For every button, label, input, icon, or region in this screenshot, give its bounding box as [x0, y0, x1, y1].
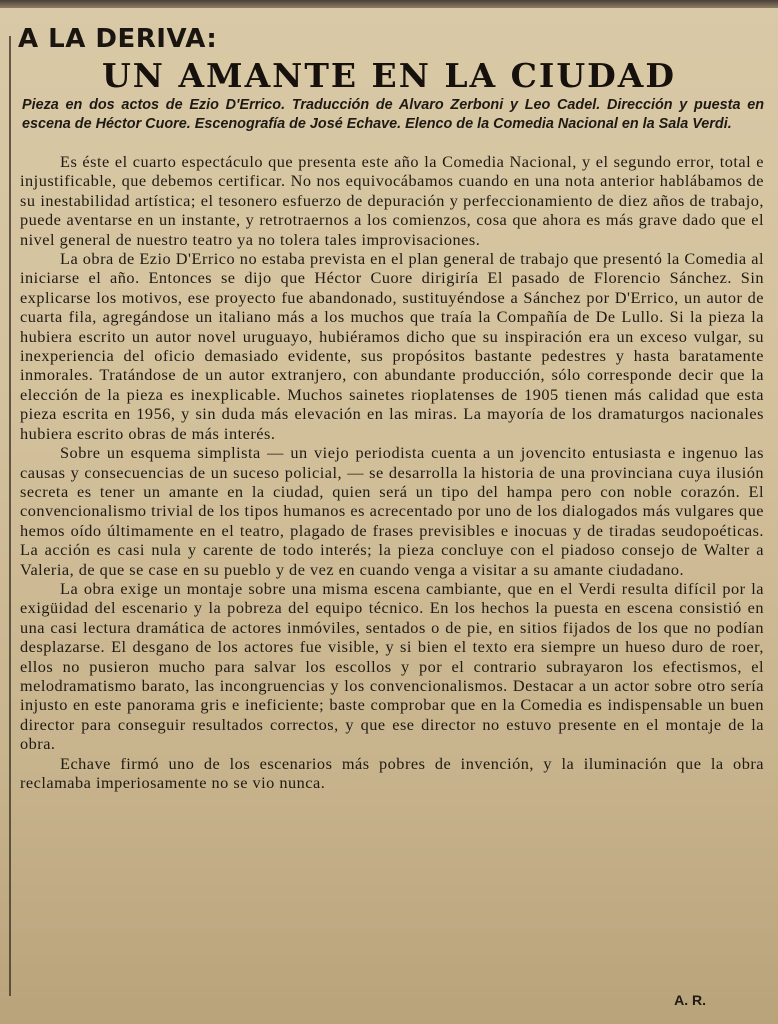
paragraph: Sobre un esquema simplista — un viejo periodista cuenta a un jovencito entusiasta e ingenuo las causas y consecuencias de un suceso policial, — se desarrolla la historia de una provinciana cuya ilusión secreta es tener un amante en la ciudad, quien será un tipo del hampa pero con noble corazón. El convencionalismo trivial de los tipos humanos es acrecentado por uno de los dialogados más vulgares que hemos oído últimamente en el teatro, plagado de frases previsibles e inocuas y de tiradas seudopoéticas. La acción es casi nula y carente de todo interés; la pieza concluye con el piadoso consejo de Walter a Valeria, de que se case en su pueblo y de vez en cuando venga a visitar a su amante ciudadano. — [20, 443, 764, 579]
paragraph: Es éste el cuarto espectáculo que presenta este año la Comedia Nacional, y el segundo error, total e injustificable, que debemos certificar. No nos equivocábamos cuando en una nota anterior hablábamos de su inestabilidad artística; el tesonero esfuerzo de depuración y perfeccionamiento de diez años de trabajo, puede aventarse en un instante, y retrotraernos a los comienzos, cosa que ahora es más grave dado que el nivel general de nuestro teatro ya no tolera tales improvisaciones. — [20, 152, 764, 249]
production-credits: Pieza en dos actos de Ezio D'Errico. Traducción de Alvaro Zerboni y Leo Cadel. Dirección y puesta en escena de Héctor Cuore. Escenografía de José Echave. Elenco de la Comedia Nacional en la Sala Verdi. — [22, 97, 764, 132]
paragraph: Echave firmó uno de los escenarios más pobres de invención, y la iluminación que la obra reclamaba imperiosamente no se vio nunca. — [20, 753, 764, 792]
section-kicker: A LA DERIVA: — [18, 24, 218, 54]
article-body — [20, 152, 764, 792]
paragraph: La obra de Ezio D'Errico no estaba prevista en el plan general de trabajo que presentó la Comedia al iniciarse el año. Entonces se dijo que Héctor Cuore dirigiría El pasado de Florencio Sánchez. Sin explicarse los motivos, ese proyecto fue abandonado, sustituyéndose a Sánchez por D'Errico, un autor de cuarta fila, agregándose un italiano más a los muchos que traía la Compañía de De Lullo. Si la pieza la hubiera escrito un autor novel uruguayo, hubiéramos dicho que su inspiración era un exceso vulgar, su inexperiencia del oficio demasiado evidente, sus propósitos bastante pedestres y hasta baratamente inmorales. Tratándose de un autor extranjero, con abundante producción, sólo corresponde decir que la elección de la pieza es inexplicable. Muchos sainetes rioplatenses de 1905 tienen más calidad que esta pieza escrita en 1956, y sin duda más elevación en las miras. La mayoría de los dramaturgos nacionales hubiera escrito obras de más interés. — [20, 249, 764, 443]
article-headline: UN AMANTE EN LA CIUDAD — [102, 56, 676, 95]
column-rule — [9, 36, 11, 996]
paragraph: La obra exige un montaje sobre una misma escena cambiante, que en el Verdi resulta difícil por la exigüidad del escenario y la pobreza del equipo técnico. En los hechos la puesta en escena consistió en una casi lectura dramática de actores inmóviles, sentados o de pie, en sitios fijados de los que no podían desplazarse. El desgano de los actores fue visible, y si bien el texto era siempre un hueso duro de roer, ellos no pusieron mucho para salvar los escollos y por el contrario subrayaron los efectismos, el melodramatismo barato, las incongruencias y los convencionalismos. Destacar a un actor sobre otro sería injusto en este panorama gris e ineficiente; baste comprobar que en la Comedia es indispensable un buen director para conseguir resultados correctos, y que ese director no estuvo presente en el montaje de la obra. — [20, 578, 764, 754]
author-signature: A. R. — [674, 992, 706, 1008]
